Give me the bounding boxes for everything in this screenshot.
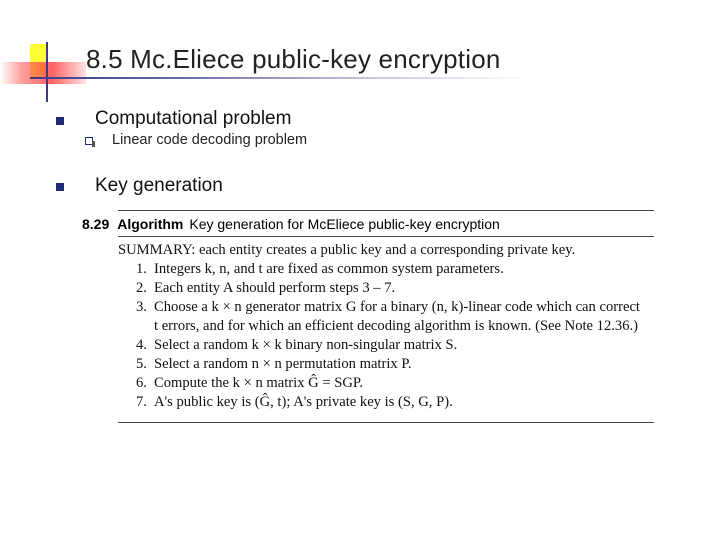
step-number: 1.	[136, 261, 147, 277]
algorithm-top-rule	[118, 210, 654, 211]
algorithm-step	[136, 393, 658, 412]
algorithm-step	[136, 260, 658, 279]
step-number: 5.	[136, 356, 147, 372]
step-text: Select a random n × n permutation matrix P.	[154, 356, 412, 372]
bullet-icon	[56, 117, 64, 125]
algorithm-step	[136, 279, 658, 298]
algorithm-number: 8.29	[82, 216, 110, 232]
algorithm-step	[136, 298, 658, 336]
step-text: Integers k, n, and t are fixed as common system parameters.	[154, 261, 504, 277]
step-text-continued: t errors, and for which an efficient decoding algorithm is known. (See Note 12.36.)	[154, 318, 639, 334]
algorithm-body	[118, 241, 658, 412]
sub-bullet-icon	[85, 137, 93, 145]
algorithm-step	[136, 336, 658, 355]
bullet-key-generation: Key generation	[95, 175, 223, 196]
step-number: 4.	[136, 337, 147, 353]
algorithm-steps	[118, 260, 658, 412]
step-text: Choose a k × n generator matrix G for a binary (n, k)-linear code which can correct	[154, 299, 640, 315]
bullet-icon	[56, 183, 64, 191]
decorative-vertical-line	[46, 42, 48, 102]
step-text: A's public key is (Ĝ, t); A's private key is (S, G, P).	[154, 394, 453, 410]
step-text: Compute the k × n matrix Ĝ = SGP.	[154, 375, 364, 391]
algorithm-step	[136, 355, 658, 374]
title-underline	[30, 77, 530, 79]
sub-bullet-linear-code: Linear code decoding problem	[112, 132, 308, 148]
step-number: 7.	[136, 394, 147, 410]
decorative-red-band	[0, 62, 86, 84]
bullet-computational-problem: Computational problem	[95, 108, 292, 129]
step-text: Each entity A should perform steps 3 – 7.	[154, 280, 396, 296]
step-number: 2.	[136, 280, 147, 296]
algorithm-header-rule	[118, 236, 654, 237]
algorithm-step	[136, 374, 658, 393]
algorithm-summary: SUMMARY: each entity creates a public key and a corresponding private key.	[118, 242, 576, 258]
algorithm-title: Key generation for McEliece public-key encryption	[189, 216, 500, 232]
step-number: 3.	[136, 299, 147, 315]
step-number: 6.	[136, 375, 147, 391]
algorithm-word: Algorithm	[117, 216, 184, 232]
step-text: Select a random k × k binary non-singular matrix S.	[154, 337, 458, 353]
algorithm-header	[82, 216, 500, 232]
slide-title: 8.5 Mc.Eliece public-key encryption	[86, 44, 501, 74]
algorithm-bottom-rule	[118, 422, 654, 423]
